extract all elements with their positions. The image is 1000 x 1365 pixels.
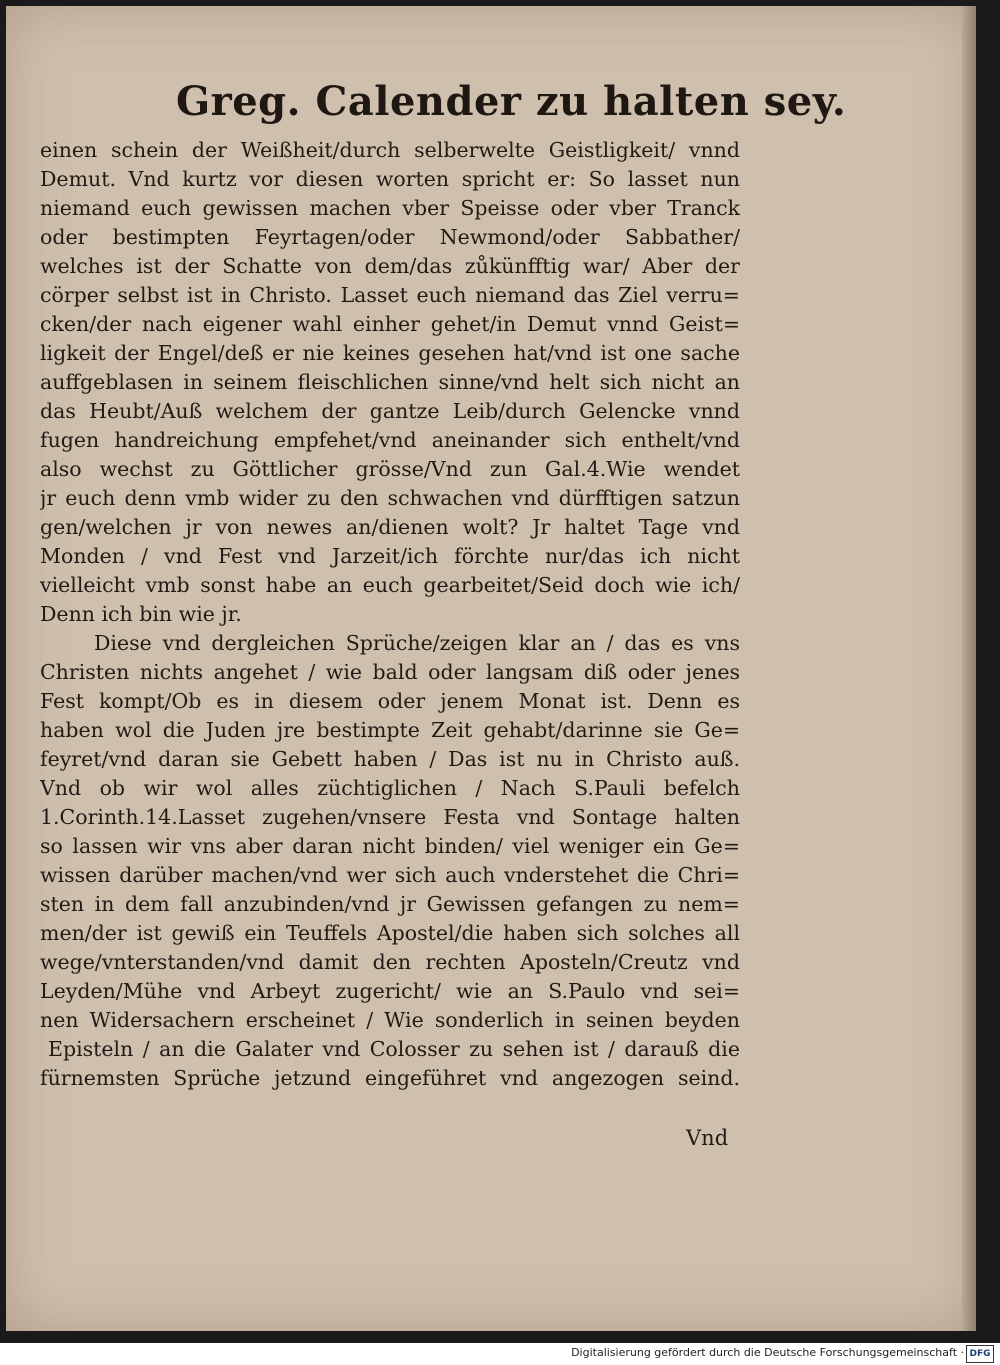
text-line: oder bestimpten Feyrtagen/oder Newmond/oder Sabbather/ xyxy=(40,225,740,249)
text-line: feyret/vnd daran sie Gebett haben / Das ist nu in Christo auß. xyxy=(40,747,740,771)
running-head: Greg. Calender zu halten sey. xyxy=(176,78,847,125)
scanned-page xyxy=(6,6,976,1331)
text-line: wissen darüber machen/vnd wer sich auch vnderstehet die Chri= xyxy=(40,863,740,887)
text-line: Denn ich bin wie jr. xyxy=(40,602,242,626)
text-line: Fest kompt/Ob es in diesem oder jenem Monat ist. Denn es xyxy=(40,689,740,713)
text-line: auffgeblasen in seinem fleischlichen sinne/vnd helt sich nicht an xyxy=(40,370,740,394)
text-line: cken/der nach eigener wahl einher gehet/in Demut vnnd Geist= xyxy=(40,312,740,336)
catchword: Vnd xyxy=(686,1126,729,1150)
text-line: welches ist der Schatte von dem/das zůkünfftig war/ Aber der xyxy=(40,254,740,278)
text-line: fugen handreichung empfehet/vnd aneinander sich enthelt/vnd xyxy=(40,428,740,452)
text-line: men/der ist gewiß ein Teuffels Apostel/die haben sich solches all xyxy=(40,921,740,945)
text-line: Leyden/Mühe vnd Arbeyt zugericht/ wie an S.Paulo vnd sei= xyxy=(40,979,740,1003)
text-line: gen/welchen jr von newes an/dienen wolt? Jr haltet Tage vnd xyxy=(40,515,740,539)
text-line: Monden / vnd Fest vnd Jarzeit/ich förchte nur/das ich nicht xyxy=(40,544,740,568)
text-line: fürnemsten Sprüche jetzund eingeführet vnd angezogen seind. xyxy=(40,1066,740,1090)
body-text xyxy=(40,136,740,1093)
text-line: Vnd ob wir wol alles züchtiglichen / Nach S.Pauli befelch xyxy=(40,776,740,800)
text-line: haben wol die Juden jre bestimpte Zeit gehabt/darinne sie Ge= xyxy=(40,718,740,742)
text-line: das Heubt/Auß welchem der gantze Leib/durch Gelencke vnnd xyxy=(40,399,740,423)
paragraph-first-line: Diese vnd dergleichen Sprüche/zeigen klar an / das es vns xyxy=(94,631,740,655)
text-line: vielleicht vmb sonst habe an euch gearbeitet/Seid doch wie ich/ xyxy=(40,573,740,597)
text-line: so lassen wir vns aber daran nicht binden/ viel weniger ein Ge= xyxy=(40,834,740,858)
funding-credit: Digitalisierung gefördert durch die Deutsche Forschungsgemeinschaft · xyxy=(571,1346,964,1359)
text-line: einen schein der Weißheit/durch selberwelte Geistligkeit/ vnnd xyxy=(40,138,740,162)
dfg-logo-icon: DFG xyxy=(966,1345,994,1363)
text-line: also wechst zu Göttlicher grösse/Vnd zun Gal.4.Wie wendet xyxy=(40,457,740,481)
text-line: nen Widersachern erscheinet / Wie sonderlich in seinen beyden xyxy=(40,1008,740,1032)
text-line: ligkeit der Engel/deß er nie keines gesehen hat/vnd ist one sache xyxy=(40,341,740,365)
page-edge xyxy=(962,6,976,1331)
text-line: 1.Corinth.14.Lasset zugehen/vnsere Festa vnd Sontage halten xyxy=(40,805,740,829)
text-line: niemand euch gewissen machen vber Speisse oder vber Tranck xyxy=(40,196,740,220)
footer-bar xyxy=(0,1343,1000,1365)
text-line: jr euch denn vmb wider zu den schwachen vnd dürfftigen satzun xyxy=(40,486,740,510)
text-line: sten in dem fall anzubinden/vnd jr Gewissen gefangen zu nem= xyxy=(40,892,740,916)
text-line: cörper selbst ist in Christo. Lasset euch niemand das Ziel verru= xyxy=(40,283,740,307)
text-line: wege/vnterstanden/vnd damit den rechten Aposteln/Creutz vnd xyxy=(40,950,740,974)
text-line: Demut. Vnd kurtz vor diesen worten spricht er: So lasset nun xyxy=(40,167,740,191)
text-line: Christen nichts angehet / wie bald oder langsam diß oder jenes xyxy=(40,660,740,684)
text-line: Episteln / an die Galater vnd Colosser zu sehen ist / darauß die xyxy=(48,1037,740,1061)
